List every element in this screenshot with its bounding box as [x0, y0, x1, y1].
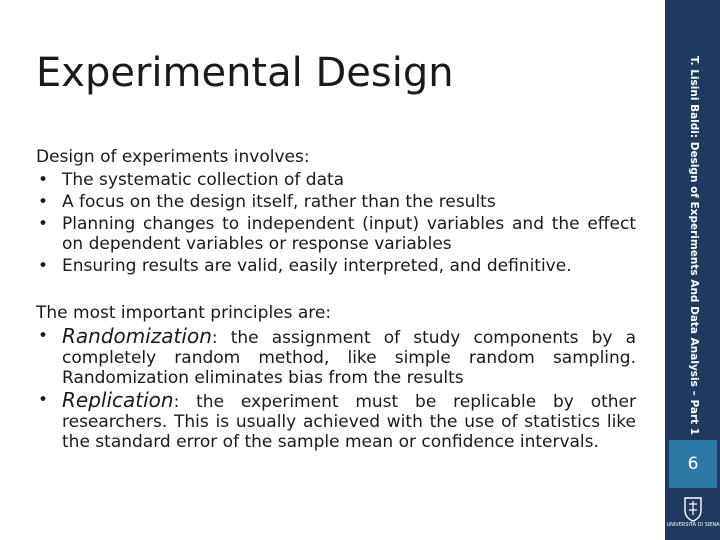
principles-intro: The most important principles are:: [36, 303, 332, 323]
slide-content: [36, 146, 636, 452]
sidebar-caption: T. Lisini Baldi: Design of Experiments And Data Analysis – Part 1: [688, 56, 700, 436]
intro-text: Design of experiments involves:: [36, 147, 310, 167]
bullet-marker: •: [38, 192, 49, 212]
principle-item: [36, 390, 636, 452]
list-item: [36, 192, 636, 212]
list-item-text: Planning changes to independent (input) variables and the effect on dependent variables or response variables: [62, 214, 636, 254]
principle-text: : the assignment of study components by a completely random method, like simple random sampling. Randomization eliminates bias from the results: [62, 328, 636, 388]
bullet-marker: •: [38, 326, 49, 346]
bullet-marker: •: [38, 214, 49, 234]
list-item: [36, 170, 636, 190]
bullet-marker: •: [38, 256, 49, 276]
university-logo: [666, 496, 720, 536]
principle-term: Randomization: [62, 324, 212, 348]
principles-list: [36, 326, 636, 452]
principle-item: [36, 326, 636, 388]
list-item: [36, 214, 636, 254]
university-seal-icon: [682, 496, 704, 522]
page-number: 6: [687, 454, 699, 474]
bullet-marker: •: [38, 390, 49, 410]
list-item: [36, 256, 636, 276]
logo-text: UNIVERSITÀ DI SIENA: [666, 522, 720, 528]
page-number-box: [669, 440, 717, 488]
list-item-text: A focus on the design itself, rather than the results: [62, 192, 496, 212]
list-item-text: The systematic collection of data: [62, 170, 345, 190]
list-item-text: Ensuring results are valid, easily interpreted, and definitive.: [62, 256, 572, 276]
bullet-list: [36, 170, 636, 276]
principle-term: Replication: [62, 388, 174, 412]
slide-title: Experimental Design: [36, 50, 454, 96]
principles-section: [36, 302, 636, 452]
bullet-marker: •: [38, 170, 49, 190]
principle-text: : the experiment must be replicable by other researchers. This is usually achieved with the use of statistics like the standard error of the sample mean or confidence intervals.: [62, 392, 636, 452]
